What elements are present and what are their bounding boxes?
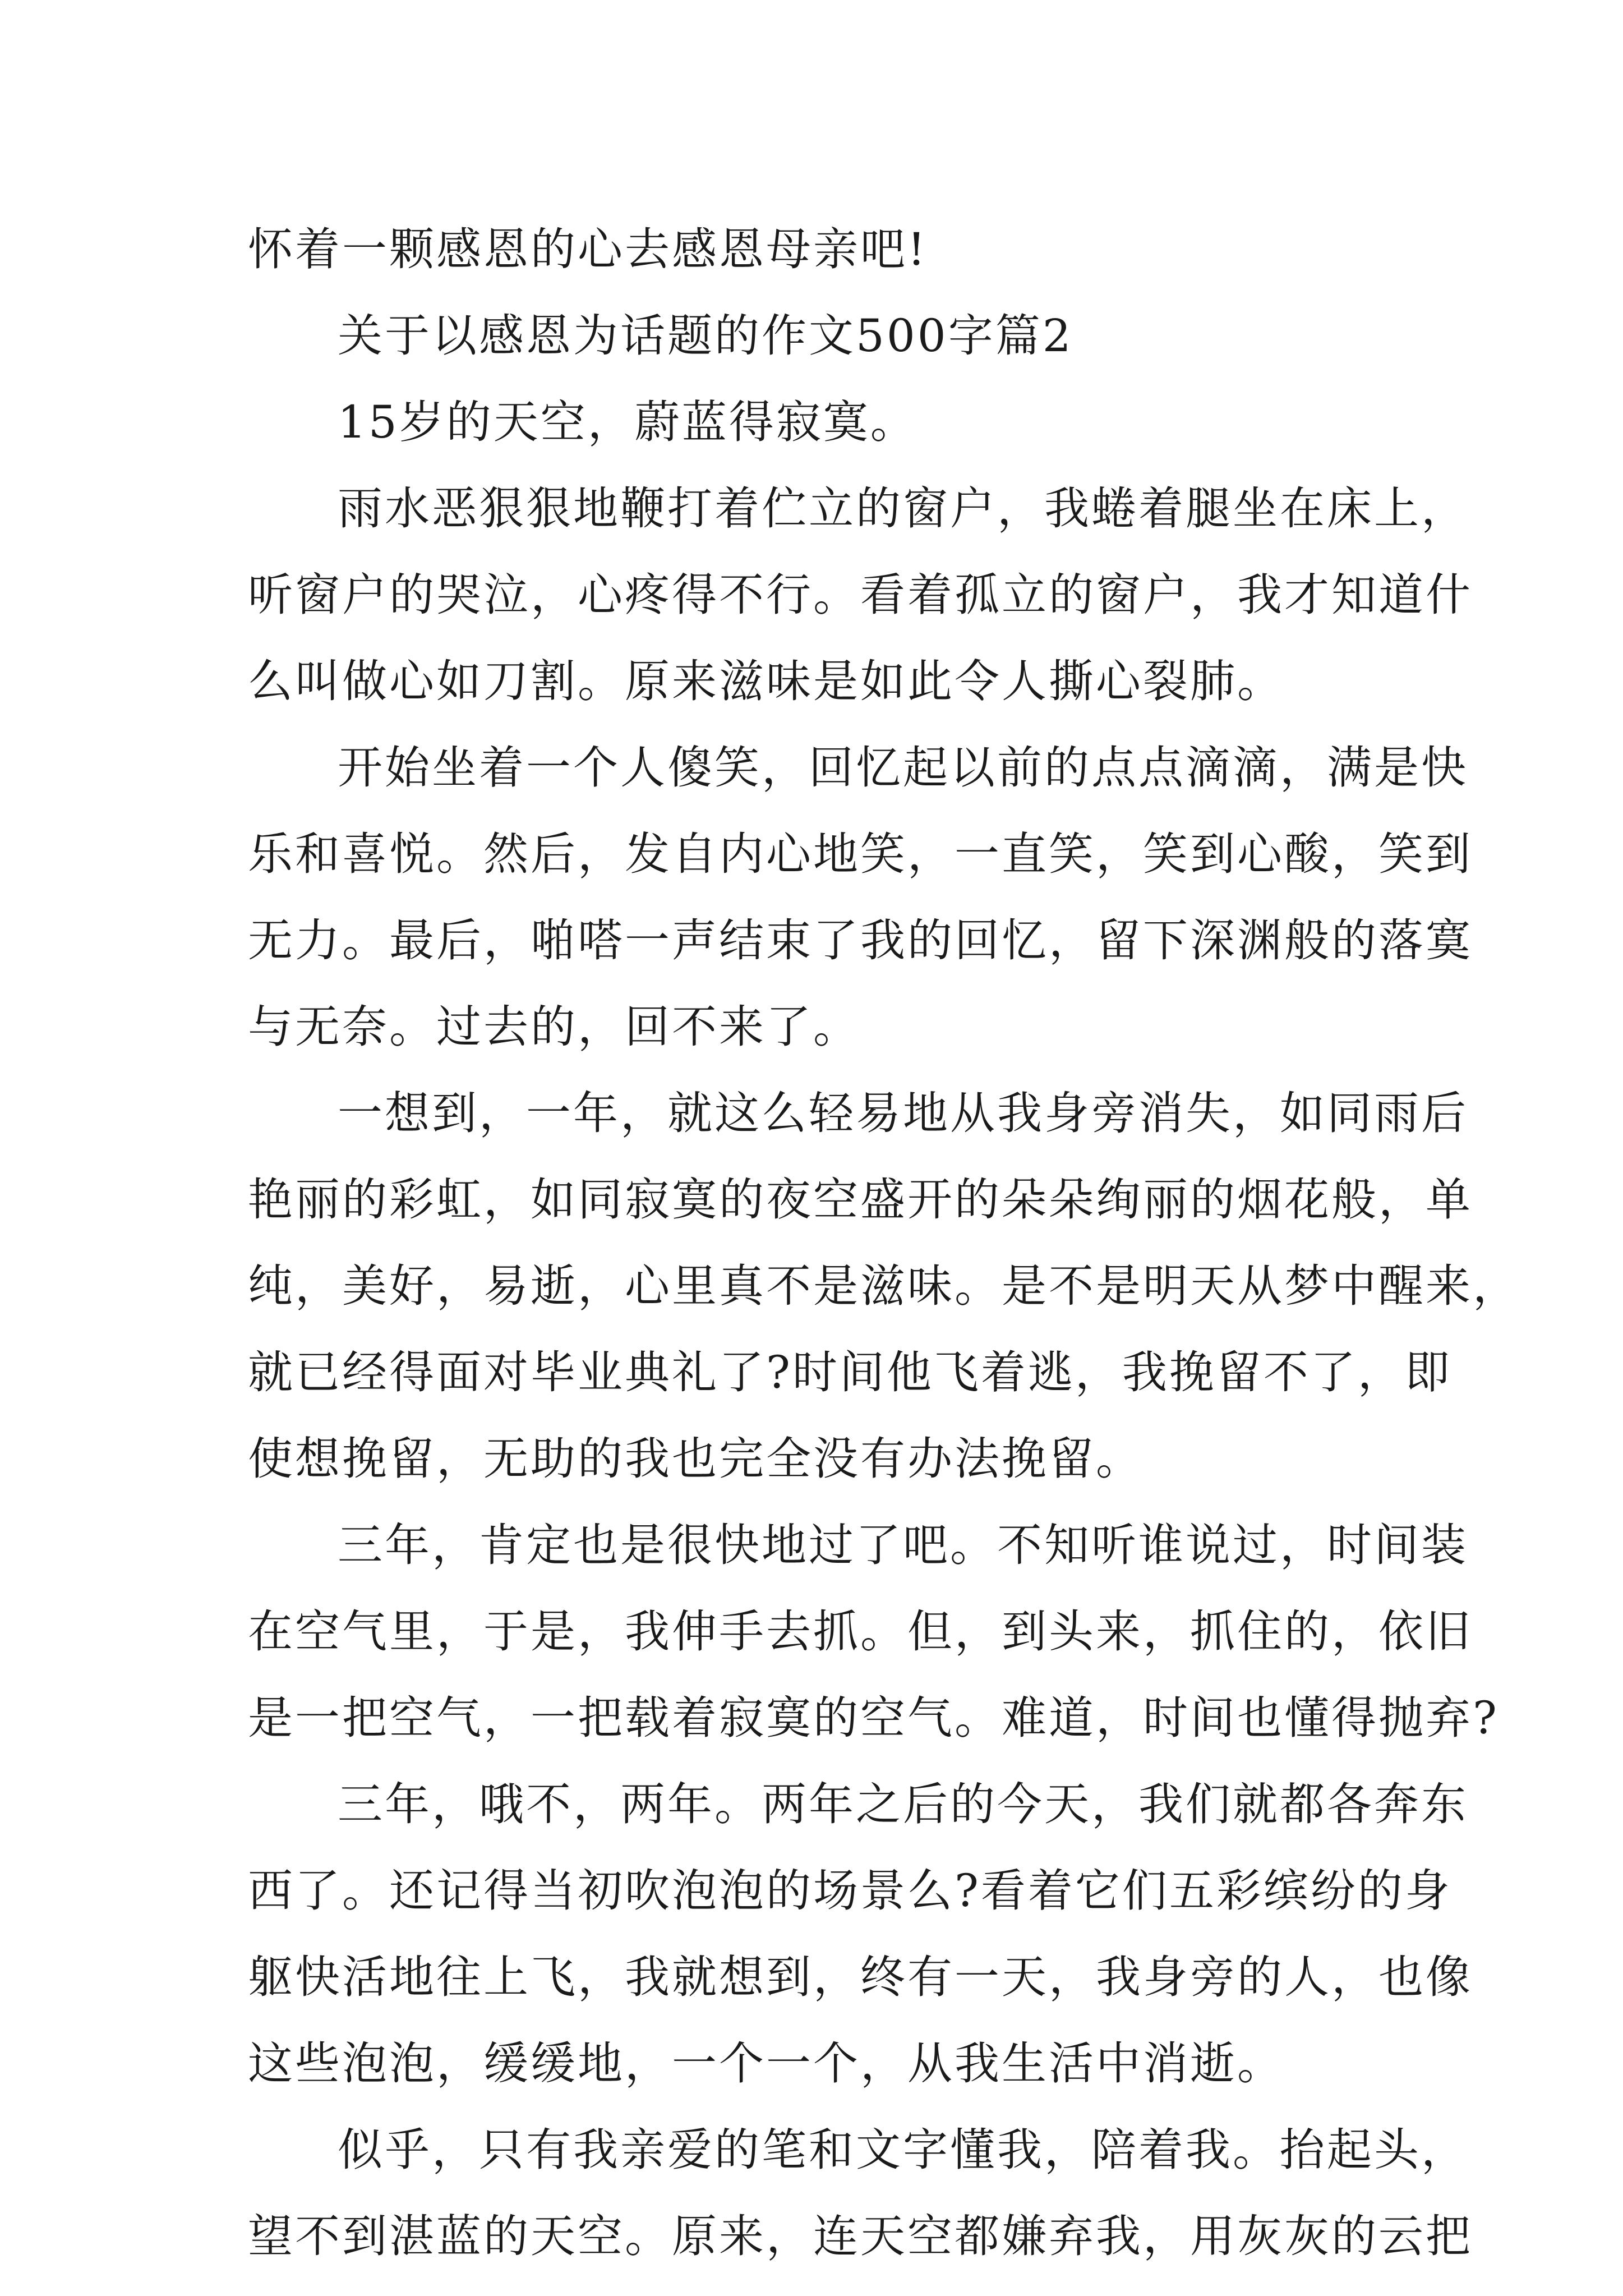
text-line: 么叫做心如刀割。原来滋味是如此令人撕心裂肺。 <box>248 655 1284 707</box>
essay-title: 关于以感恩为话题的作文500字篇2 <box>338 310 1073 362</box>
text-line: 乐和喜悦。然后，发自内心地笑，一直笑，笑到心酸，笑到 <box>248 828 1473 880</box>
text-line: 15岁的天空，蔚蓝得寂寞。 <box>338 396 917 448</box>
text-line: 躯快活地往上飞，我就想到，终有一天，我身旁的人，也像 <box>248 1951 1473 2003</box>
text-line: 艳丽的彩虹，如同寂寞的夜空盛开的朵朵绚丽的烟花般，单 <box>248 1174 1473 1226</box>
essay-body <box>248 206 1520 2280</box>
text-line: 无力。最后，啪嗒一声结束了我的回忆，留下深渊般的落寞 <box>248 914 1473 967</box>
text-line: 就已经得面对毕业典礼了?时间他飞着逃，我挽留不了，即 <box>248 1346 1452 1398</box>
text-line: 这些泡泡，缓缓地，一个一个，从我生活中消逝。 <box>248 2037 1284 2090</box>
text-line: 纯，美好，易逝，心里真不是滋味。是不是明天从梦中醒来， <box>248 1260 1520 1312</box>
text-line: 雨水恶狠狠地鞭打着伫立的窗户，我蜷着腿坐在床上， <box>338 482 1468 535</box>
text-line: 怀着一颗感恩的心去感恩母亲吧! <box>248 223 928 275</box>
text-line: 开始坐着一个人傻笑，回忆起以前的点点滴滴，满是快 <box>338 742 1468 794</box>
text-line: 三年，哦不，两年。两年之后的今天，我们就都各奔东 <box>338 1778 1468 1830</box>
text-line: 使想挽留，无助的我也完全没有办法挽留。 <box>248 1433 1143 1485</box>
text-line: 三年，肯定也是很快地过了吧。不知听谁说过，时间装 <box>338 1519 1468 1571</box>
text-line: 望不到湛蓝的天空。原来，连天空都嫌弃我，用灰灰的云把 <box>248 2210 1473 2262</box>
text-line: 一想到，一年，就这么轻易地从我身旁消失，如同雨后 <box>338 1087 1468 1139</box>
text-line: 是一把空气，一把载着寂寞的空气。难道，时间也懂得抛弃? <box>248 1692 1499 1744</box>
text-line: 西了。还记得当初吹泡泡的场景么?看着它们五彩缤纷的身 <box>248 1865 1452 1917</box>
text-line: 似乎，只有我亲爱的笔和文字懂我，陪着我。抬起头， <box>338 2124 1468 2176</box>
text-line: 与无奈。过去的，回不来了。 <box>248 1001 860 1053</box>
text-line: 在空气里，于是，我伸手去抓。但，到头来，抓住的，依旧 <box>248 1605 1473 1658</box>
text-line: 听窗户的哭泣，心疼得不行。看着孤立的窗户，我才知道什 <box>248 569 1473 621</box>
